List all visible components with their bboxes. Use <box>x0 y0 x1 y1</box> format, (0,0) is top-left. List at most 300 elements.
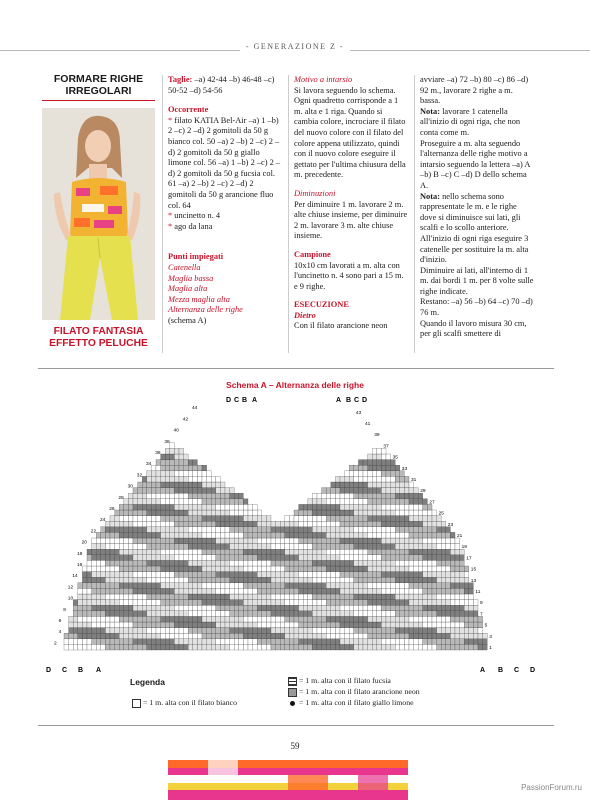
chart-cell <box>151 510 156 516</box>
chart-cell <box>239 611 244 617</box>
chart-cell <box>170 577 175 583</box>
chart-cell <box>455 560 460 566</box>
chart-cell <box>266 616 271 622</box>
chart-cell <box>395 616 400 622</box>
chart-cell <box>110 594 115 600</box>
chart-cell <box>326 588 331 594</box>
chart-cell <box>184 639 189 645</box>
chart-cell <box>427 555 432 561</box>
chart-cell <box>92 639 97 645</box>
chart-cell <box>418 644 423 650</box>
chart-cell <box>73 633 78 639</box>
chart-cell <box>161 488 166 494</box>
note-text: lavorare 1 catenella all'inizio di ogni riga, che non conta come m. <box>420 106 521 137</box>
chart-cell <box>193 633 198 639</box>
chart-cell <box>230 510 235 516</box>
chart-cell <box>299 566 304 572</box>
chart-cell <box>92 611 97 617</box>
chart-cell <box>207 482 212 488</box>
chart-cell <box>188 628 193 634</box>
section-header <box>0 42 590 51</box>
chart-cell <box>138 504 143 510</box>
chart-cell <box>253 572 258 578</box>
chart-cell <box>184 577 189 583</box>
chart-cell <box>207 555 212 561</box>
chart-cell <box>409 538 414 544</box>
chart-cell <box>151 504 156 510</box>
chart-cell <box>211 488 216 494</box>
chart-cell <box>248 622 253 628</box>
chart-cell <box>207 583 212 589</box>
chart-cell <box>253 605 258 611</box>
chart-cell <box>174 594 179 600</box>
chart-cell <box>128 521 133 527</box>
chart-cell <box>386 521 391 527</box>
chart-cell <box>128 493 133 499</box>
chart-cell <box>358 465 363 471</box>
chart-cell <box>216 488 221 494</box>
execution-heading: ESECUZIONE <box>294 300 349 310</box>
chart-cell <box>354 644 359 650</box>
chart-cell <box>303 588 308 594</box>
chart-cell <box>248 583 253 589</box>
chart-cell <box>280 572 285 578</box>
chart-cell <box>450 577 455 583</box>
chart-cell <box>96 600 101 606</box>
chart-cell <box>170 465 175 471</box>
chart-cell <box>161 566 166 572</box>
chart-cell <box>207 644 212 650</box>
chart-cell <box>161 588 166 594</box>
chart-cell <box>82 616 87 622</box>
chart-cell <box>358 600 363 606</box>
chart-cell <box>289 516 294 522</box>
chart-cell <box>138 488 143 494</box>
chart-cell <box>78 622 83 628</box>
chart-cell <box>432 532 437 538</box>
row-number-left: 4 <box>58 630 62 636</box>
chart-cell <box>349 644 354 650</box>
chart-cell <box>161 549 166 555</box>
chart-cell <box>225 566 230 572</box>
row-number-left: 10 <box>67 596 74 602</box>
chart-cell <box>225 555 230 561</box>
chart-cell <box>395 628 400 634</box>
chart-cell <box>161 544 166 550</box>
chart-cell <box>395 583 400 589</box>
chart-cell <box>414 532 419 538</box>
back-heading: Dietro <box>294 310 316 320</box>
chart-cell <box>345 493 350 499</box>
chart-cell <box>303 611 308 617</box>
chart-cell <box>446 616 451 622</box>
chart-cell <box>404 488 409 494</box>
chart-cell <box>285 622 290 628</box>
chart-cell <box>299 583 304 589</box>
chart-cell <box>326 594 331 600</box>
chart-cell <box>276 605 281 611</box>
chart-cell <box>331 532 336 538</box>
chart-cell <box>216 560 221 566</box>
chart-cell <box>386 616 391 622</box>
chart-cell <box>312 532 317 538</box>
chart-cell <box>271 577 276 583</box>
chart-cell <box>345 499 350 505</box>
chart-cell <box>230 583 235 589</box>
chart-cell <box>377 504 382 510</box>
chart-cell <box>239 616 244 622</box>
chart-cell <box>455 605 460 611</box>
chart-cell <box>423 577 428 583</box>
chart-cell <box>358 549 363 555</box>
chart-cell <box>276 616 281 622</box>
chart-cell <box>243 594 248 600</box>
chart-cell <box>312 555 317 561</box>
chart-cell <box>418 504 423 510</box>
chart-cell <box>161 639 166 645</box>
chart-cell <box>317 600 322 606</box>
chart-cell <box>161 476 166 482</box>
chart-cell <box>239 499 244 505</box>
chart-cell <box>211 594 216 600</box>
row-number-left: 8 <box>63 607 66 613</box>
chart-cell <box>271 521 276 527</box>
chart-cell <box>409 639 414 645</box>
stitch-item: Mezza maglia alta <box>168 294 230 304</box>
chart-cell <box>184 644 189 650</box>
chart-cell <box>386 516 391 522</box>
chart-cell <box>377 448 382 454</box>
chart-cell <box>386 504 391 510</box>
chart-cell <box>234 588 239 594</box>
chart-cell <box>404 560 409 566</box>
chart-cell <box>207 566 212 572</box>
chart-cell <box>266 633 271 639</box>
chart-cell <box>354 482 359 488</box>
row-number-left: 2 <box>54 641 57 647</box>
chart-cell <box>335 605 340 611</box>
chart-cell <box>105 605 110 611</box>
chart-cell <box>276 633 281 639</box>
instructions-p4: Restano: –a) 56 –b) 64 –c) 70 –d) 76 m. <box>420 297 533 318</box>
chart-cell <box>266 600 271 606</box>
page-number: 59 <box>290 741 300 751</box>
chart-cell <box>202 577 207 583</box>
chart-cell <box>119 605 124 611</box>
chart-cell <box>418 538 423 544</box>
chart-cell <box>207 510 212 516</box>
chart-cell <box>409 605 414 611</box>
chart-cell <box>184 538 189 544</box>
chart-cell <box>414 499 419 505</box>
chart-cell <box>400 577 405 583</box>
chart-cell <box>174 460 179 466</box>
chart-cell <box>460 605 465 611</box>
chart-cell <box>363 566 368 572</box>
chart-cell <box>142 594 147 600</box>
chart-cell <box>151 577 156 583</box>
chart-cell <box>280 639 285 645</box>
chart-cell <box>460 577 465 583</box>
chart-cell <box>289 644 294 650</box>
chart-cell <box>308 616 313 622</box>
chart-cell <box>211 544 216 550</box>
chart-cell <box>184 566 189 572</box>
chart-cell <box>441 555 446 561</box>
chart-row <box>96 532 455 538</box>
chart-cell <box>363 538 368 544</box>
chart-cell <box>147 639 152 645</box>
chart-cell <box>170 622 175 628</box>
chart-cell <box>151 532 156 538</box>
chart-cell <box>142 560 147 566</box>
chart-cell <box>294 583 299 589</box>
chart-cell <box>450 611 455 617</box>
chart-cell <box>340 538 345 544</box>
chart-row <box>138 482 414 488</box>
chart-cell <box>239 594 244 600</box>
chart-cell <box>202 611 207 617</box>
chart-cell <box>349 493 354 499</box>
row-number-right: 39 <box>374 433 380 439</box>
chart-cell <box>386 588 391 594</box>
chart-cell <box>409 527 414 533</box>
chart-cell <box>82 588 87 594</box>
chart-cell <box>170 527 175 533</box>
chart-cell <box>441 622 446 628</box>
chart-cell <box>409 560 414 566</box>
chart-cell <box>105 628 110 634</box>
chart-cell <box>96 549 101 555</box>
chart-cell <box>326 633 331 639</box>
chart-cell <box>423 605 428 611</box>
row-number-right: 41 <box>365 422 371 427</box>
bullet-icon: * <box>168 211 175 221</box>
chart-cell <box>243 611 248 617</box>
legend-title: Legenda <box>130 677 165 687</box>
chart-cell <box>289 622 294 628</box>
chart-cell <box>165 605 170 611</box>
chart-cell <box>418 532 423 538</box>
chart-cell <box>151 471 156 477</box>
chart-cell <box>73 639 78 645</box>
chart-cell <box>142 605 147 611</box>
chart-cell <box>312 516 317 522</box>
chart-cell <box>115 555 120 561</box>
chart-cell <box>276 560 281 566</box>
chart-cell <box>239 510 244 516</box>
chart-cell <box>423 532 428 538</box>
chart-cell <box>381 521 386 527</box>
chart-cell <box>308 572 313 578</box>
chart-cell <box>133 544 138 550</box>
chart-cell <box>239 560 244 566</box>
chart-cell <box>119 549 124 555</box>
chart-cell <box>243 549 248 555</box>
chart-cell <box>156 628 161 634</box>
chart-cell <box>202 594 207 600</box>
chart-cell <box>202 566 207 572</box>
chart-cell <box>464 628 469 634</box>
chart-cell <box>243 583 248 589</box>
chart-cell <box>322 611 327 617</box>
chart-cell <box>280 633 285 639</box>
chart-cell <box>119 588 124 594</box>
chart-cell <box>128 499 133 505</box>
chart-cell <box>308 605 313 611</box>
chart-cell <box>345 476 350 482</box>
chart-cell <box>368 532 373 538</box>
chart-cell <box>220 577 225 583</box>
chart-cell <box>234 560 239 566</box>
chart-cell <box>354 594 359 600</box>
chart-cell <box>331 583 336 589</box>
chart-cell <box>340 527 345 533</box>
chart-cell <box>368 527 373 533</box>
chart-cell <box>299 549 304 555</box>
chart-cell <box>377 555 382 561</box>
chart-cell <box>294 622 299 628</box>
chart-cell <box>455 622 460 628</box>
chart-cell <box>257 616 262 622</box>
chart-row <box>82 572 468 578</box>
chart-cell <box>253 583 258 589</box>
chart-cell <box>216 639 221 645</box>
chart-cell <box>294 532 299 538</box>
chart-cell <box>179 532 184 538</box>
chart-cell <box>423 644 428 650</box>
chart-cell <box>303 521 308 527</box>
chart-cell <box>418 628 423 634</box>
chart-cell <box>225 504 230 510</box>
chart-cell <box>322 555 327 561</box>
chart-cell <box>271 544 276 550</box>
chart-cell <box>409 516 414 522</box>
chart-cell <box>266 628 271 634</box>
chart-cell <box>460 588 465 594</box>
chart-cell <box>372 588 377 594</box>
chart-cell <box>147 611 152 617</box>
chart-cell <box>170 549 175 555</box>
chart-cell <box>299 555 304 561</box>
chart-cell <box>257 521 262 527</box>
chart-cell <box>432 566 437 572</box>
chart-cell <box>354 465 359 471</box>
chart-cell <box>128 639 133 645</box>
chart-cell <box>257 538 262 544</box>
chart-cell <box>437 527 442 533</box>
chart-cell <box>377 454 382 460</box>
chart-cell <box>317 611 322 617</box>
chart-cell <box>142 510 147 516</box>
chart-cell <box>437 628 442 634</box>
chart-cell <box>368 628 373 634</box>
chart-cell <box>165 532 170 538</box>
chart-cell <box>271 549 276 555</box>
chart-cell <box>220 600 225 606</box>
chart-cell <box>446 611 451 617</box>
chart-cell <box>188 566 193 572</box>
chart-cell <box>423 510 428 516</box>
chart-cell <box>115 549 120 555</box>
chart-cell <box>78 628 83 634</box>
chart-cell <box>322 560 327 566</box>
size-letter-top: C <box>354 397 360 404</box>
chart-cell <box>308 600 313 606</box>
chart-cell <box>326 611 331 617</box>
chart-cell <box>358 644 363 650</box>
chart-cell <box>381 493 386 499</box>
chart-cell <box>216 482 221 488</box>
chart-cell <box>188 471 193 477</box>
chart-cell <box>322 633 327 639</box>
size-letter-top: A <box>336 397 342 404</box>
chart-cell <box>239 600 244 606</box>
chart-cell <box>349 471 354 477</box>
chart-cell <box>211 538 216 544</box>
chart-cell <box>115 538 120 544</box>
chart-cell <box>142 555 147 561</box>
chart-cell <box>115 521 120 527</box>
chart-cell <box>101 544 106 550</box>
chart-cell <box>418 566 423 572</box>
chart-cell <box>225 594 230 600</box>
chart-cell <box>147 577 152 583</box>
chart-cell <box>110 633 115 639</box>
chart-cell <box>239 532 244 538</box>
chart-cell <box>335 633 340 639</box>
chart-cell <box>354 493 359 499</box>
chart-cell <box>138 538 143 544</box>
chart-cell <box>257 633 262 639</box>
chart-cell <box>363 605 368 611</box>
chart-cell <box>165 510 170 516</box>
chart-cell <box>179 504 184 510</box>
chart-cell <box>446 600 451 606</box>
chart-cell <box>322 532 327 538</box>
chart-cell <box>432 644 437 650</box>
chart-cell <box>151 560 156 566</box>
chart-row <box>78 583 474 589</box>
chart-cell <box>266 639 271 645</box>
chart-cell <box>202 499 207 505</box>
chart-cell <box>280 555 285 561</box>
chart-cell <box>294 572 299 578</box>
chart-cell <box>308 527 313 533</box>
chart-row <box>92 544 460 550</box>
chart-cell <box>391 622 396 628</box>
chart-cell <box>234 521 239 527</box>
chart-cell <box>124 577 129 583</box>
chart-cell <box>230 611 235 617</box>
chart-cell <box>193 465 198 471</box>
chart-cell <box>386 549 391 555</box>
chart-cell <box>253 588 258 594</box>
chart-cell <box>345 588 350 594</box>
chart-cell <box>101 532 106 538</box>
chart-cell <box>381 471 386 477</box>
chart-cell <box>368 493 373 499</box>
chart-cell <box>473 600 478 606</box>
chart-cell <box>299 594 304 600</box>
chart-cell <box>133 555 138 561</box>
chart-cell <box>423 504 428 510</box>
chart-cell <box>446 544 451 550</box>
chart-cell <box>128 577 133 583</box>
chart-cell <box>358 482 363 488</box>
chart-cell <box>248 504 253 510</box>
chart-cell <box>418 521 423 527</box>
